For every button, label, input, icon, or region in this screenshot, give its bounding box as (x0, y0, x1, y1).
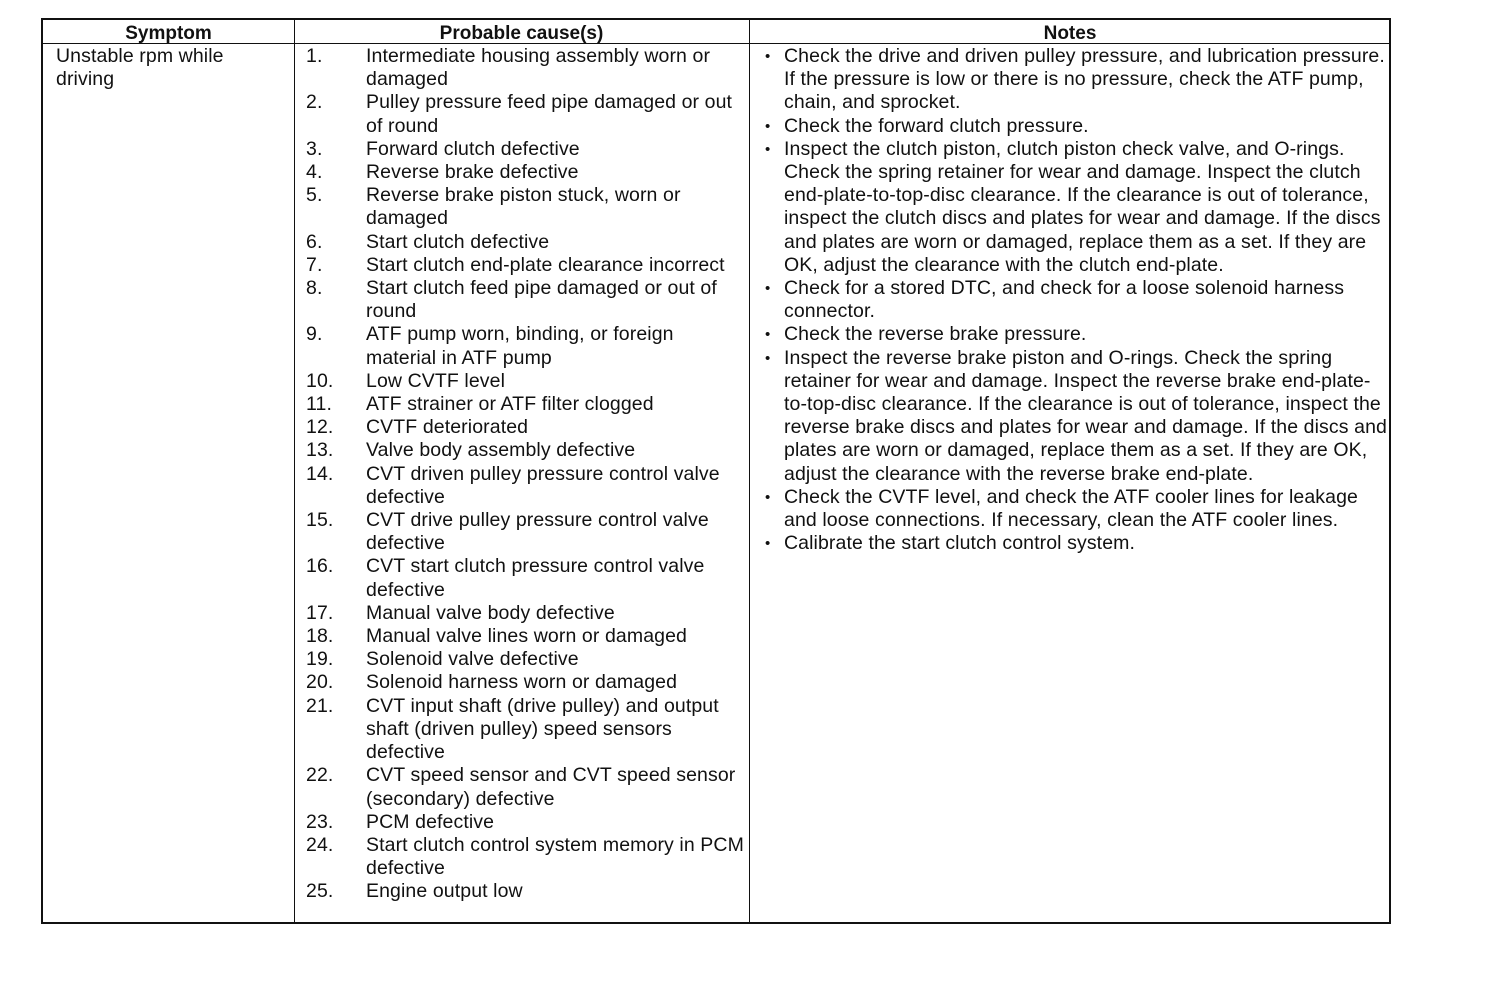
cause-number: 3. (306, 137, 323, 160)
note-item (762, 323, 1387, 346)
cause-number: 17. (306, 601, 334, 624)
cause-item (306, 138, 746, 161)
cause-text: Low CVTF level (366, 369, 506, 392)
cause-item (306, 91, 746, 137)
cause-number: 4. (306, 161, 323, 184)
cause-text: CVT driven pulley pressure control valve defective (366, 462, 720, 508)
cause-item (306, 625, 746, 648)
cause-number: 2. (306, 91, 323, 114)
note-text: Check for a stored DTC, and check for a loose solenoid harness connector. (784, 277, 1345, 323)
cause-number: 6. (306, 230, 323, 253)
cause-item (306, 509, 746, 555)
note-item (762, 347, 1387, 486)
column-divider (749, 20, 750, 922)
cause-text: Forward clutch defective (366, 137, 580, 160)
cause-text: Reverse brake defective (366, 161, 579, 184)
cause-item (306, 555, 746, 601)
cause-number: 1. (306, 45, 323, 67)
cause-number: 13. (306, 439, 334, 462)
probable-causes-list (306, 45, 746, 904)
note-text: Check the reverse brake pressure. (784, 323, 1087, 346)
cause-item (306, 811, 746, 834)
cause-item (306, 416, 746, 439)
cause-text: Reverse brake piston stuck, worn or damaged (366, 184, 681, 230)
note-text: Check the forward clutch pressure. (784, 114, 1089, 137)
cause-text: Start clutch feed pipe damaged or out of round (366, 277, 717, 323)
cause-text: Valve body assembly defective (366, 439, 636, 462)
cause-text: Manual valve body defective (366, 601, 615, 624)
cause-number: 5. (306, 184, 323, 207)
cause-item (306, 439, 746, 462)
cause-text: CVT speed sensor and CVT speed sensor (secondary) defective (366, 764, 736, 810)
cause-number: 7. (306, 253, 323, 276)
cause-text: CVT start clutch pressure control valve defective (366, 555, 705, 601)
cause-number: 16. (306, 555, 334, 578)
column-divider (294, 20, 295, 922)
cause-number: 8. (306, 277, 323, 300)
cause-item (306, 231, 746, 254)
cause-text: Start clutch control system memory in PCM defective (366, 833, 744, 880)
cause-text: Solenoid valve defective (366, 648, 579, 671)
cause-text: PCM defective (366, 810, 495, 833)
cause-text: Start clutch defective (366, 230, 550, 253)
cause-text: CVT input shaft (drive pulley) and output shaft (driven pulley) speed sensors defective (366, 694, 719, 764)
cause-item (306, 161, 746, 184)
cause-item (306, 463, 746, 509)
cause-item (306, 184, 746, 230)
symptom-cell: Unstable rpm while driving (56, 45, 224, 91)
note-item (762, 277, 1387, 323)
troubleshooting-table (41, 18, 1391, 924)
cause-number: 20. (306, 671, 334, 694)
cause-item (306, 671, 746, 694)
header-notes: Notes (1043, 23, 1097, 44)
cause-item (306, 602, 746, 625)
cause-item (306, 254, 746, 277)
cause-number: 25. (306, 880, 334, 903)
cause-text: CVT drive pulley pressure control valve defective (366, 509, 709, 555)
cause-number: 15. (306, 509, 334, 532)
cause-text: Start clutch end-plate clearance incorrect (366, 253, 725, 276)
note-item (762, 115, 1387, 138)
cause-number: 9. (306, 323, 323, 346)
header-symptom: Symptom (125, 23, 212, 44)
cause-item (306, 695, 746, 765)
note-item (762, 532, 1387, 555)
note-text: Check the drive and driven pulley pressure, and lubrication pressure. If the pressure is low or there is no pressure, check the ATF pump, chain, and sprocket. (784, 45, 1385, 114)
table-header-row (43, 20, 1389, 44)
note-item (762, 45, 1387, 115)
notes-list (762, 45, 1387, 555)
note-item (762, 486, 1387, 532)
cause-number: 12. (306, 416, 334, 439)
bullet-icon: • (765, 326, 771, 344)
bullet-icon: • (765, 117, 771, 135)
cause-text: ATF pump worn, binding, or foreign material in ATF pump (366, 323, 674, 369)
cause-text: ATF strainer or ATF filter clogged (366, 393, 654, 416)
note-text: Inspect the reverse brake piston and O-rings. Check the spring retainer for wear and damage. Inspect the reverse brake end-plate-to-top-disc clearance. If the clearance is out of tolerance, inspect the reverse brake discs and plates for wear and damage. If the discs and plates are worn or damaged, replace them as a set. If they are OK, adjust the clearance with the reverse brake end-plate. (784, 346, 1387, 485)
cause-number: 21. (306, 694, 334, 717)
cause-item (306, 323, 746, 369)
bullet-icon: • (765, 488, 771, 506)
cause-text: Intermediate housing assembly worn or damaged (366, 45, 711, 91)
bullet-icon: • (765, 140, 771, 158)
note-text: Inspect the clutch piston, clutch piston check valve, and O-rings. Check the spring retainer for wear and damage. Inspect the clutch end-plate-to-top-disc clearance. If the clearance is out of tolerance, inspect the clutch discs and plates for wear and damage. If the discs and plates are worn or damaged, replace them as a set. If they are OK, adjust the clearance with the clutch end-plate. (784, 137, 1381, 276)
cause-text: Pulley pressure feed pipe damaged or out of round (366, 91, 733, 137)
cause-number: 18. (306, 625, 334, 648)
cause-item (306, 370, 746, 393)
cause-number: 22. (306, 764, 334, 787)
cause-text: Manual valve lines worn or damaged (366, 625, 687, 648)
bullet-icon: • (765, 349, 771, 367)
cause-text: Engine output low (366, 880, 523, 903)
cause-text: CVTF deteriorated (366, 416, 529, 439)
cause-item (306, 834, 746, 880)
cause-item (306, 648, 746, 671)
cause-item (306, 393, 746, 416)
cause-number: 11. (306, 393, 332, 416)
cause-number: 24. (306, 833, 334, 856)
cause-number: 23. (306, 810, 334, 833)
cause-item (306, 277, 746, 323)
note-text: Check the CVTF level, and check the ATF cooler lines for leakage and loose connections. If necessary, clean the ATF cooler lines. (784, 485, 1358, 532)
cause-number: 10. (306, 369, 334, 392)
cause-item (306, 880, 746, 903)
cause-item (306, 45, 746, 91)
note-item (762, 138, 1387, 277)
note-text: Calibrate the start clutch control system. (784, 532, 1136, 555)
bullet-icon: • (765, 280, 771, 298)
header-probable-causes: Probable cause(s) (439, 23, 604, 44)
bullet-icon: • (765, 535, 771, 553)
bullet-icon: • (765, 48, 771, 65)
cause-number: 14. (306, 462, 334, 485)
cause-number: 19. (306, 648, 334, 671)
cause-item (306, 764, 746, 810)
cause-text: Solenoid harness worn or damaged (366, 671, 678, 694)
